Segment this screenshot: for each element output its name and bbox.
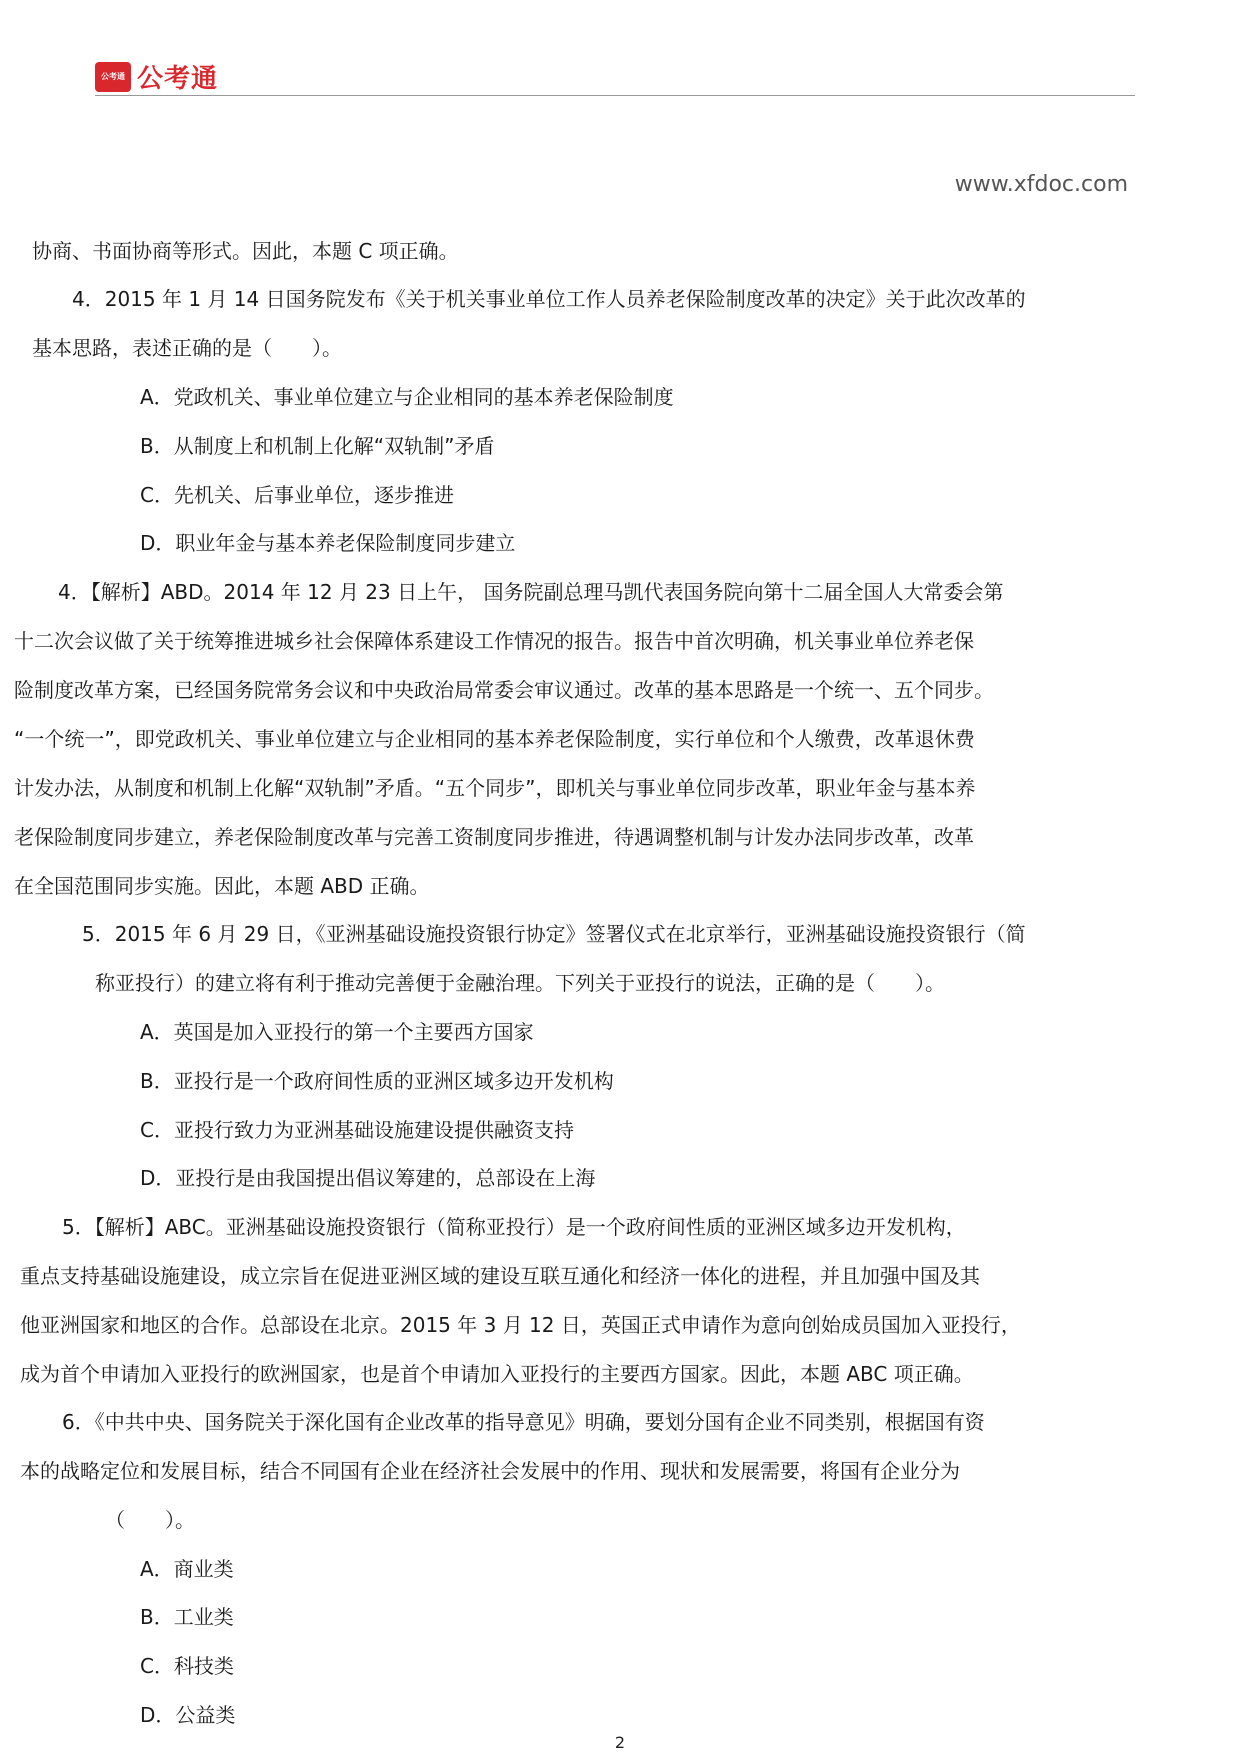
answer-4-text: 险制度改革方案，已经国务院常务会议和中央政治局常委会审议通过。改革的基本思路是一个统一、五个同步。 [14,678,994,702]
answer-5-text: 重点支持基础设施建设，成立宗旨在促进亚洲区域的建设互联互通化和经济一体化的进程，并且加强中国及其 [20,1264,980,1288]
answer-5-text: 成为首个申请加入亚投行的欧洲国家，也是首个申请加入亚投行的主要西方国家。因此，本题 ABC 项正确。 [20,1362,974,1386]
page-number: 2 [614,1733,626,1752]
question-4-stem: 4．2015 年 1 月 14 日国务院发布《关于机关事业单位工作人员养老保险制度改革的决定》关于此次改革的 [72,287,1026,311]
question-6-option-b: B．工业类 [140,1605,234,1629]
question-4-option-a: A．党政机关、事业单位建立与企业相同的基本养老保险制度 [140,385,674,409]
question-6-option-c: C．科技类 [140,1654,234,1678]
answer-4-text: 计发办法，从制度和机制上化解“双轨制”矛盾。“五个同步”，即机关与事业单位同步改革，职业年金与基本养 [14,776,976,800]
answer-4-text: “一个统一”，即党政机关、事业单位建立与企业相同的基本养老保险制度，实行单位和个人缴费，改革退休费 [14,727,975,751]
question-5-option-b: B．亚投行是一个政府间性质的亚洲区域多边开发机构 [140,1069,614,1093]
question-5-stem: 5．2015 年 6 月 29 日，《亚洲基础设施投资银行协定》签署仪式在北京举行，亚洲基础设施投资银行（简 [82,922,1026,946]
question-4-option-c: C．先机关、后事业单位，逐步推进 [140,483,454,507]
answer-5-text: 他亚洲国家和地区的合作。总部设在北京。2015 年 3 月 12 日，英国正式申请作为意向创始成员国加入亚投行， [20,1313,1021,1337]
answer-5-text: 5．【解析】ABC。亚洲基础设施投资银行（简称亚投行）是一个政府间性质的亚洲区域多边开发机构， [62,1215,966,1239]
question-6-option-a: A．商业类 [140,1557,234,1581]
header-divider [95,95,1135,96]
logo-text: 公考通 [137,64,219,94]
question-4-option-d: D．职业年金与基本养老保险制度同步建立 [140,531,516,555]
question-6-stem: （ ）。 [105,1508,195,1532]
answer-4-text: 4．【解析】ABD。2014 年 12 月 23 日上午， 国务院副总理马凯代表国务院向第十二届全国人大常委会第 [58,580,1004,604]
answer-4-text: 老保险制度同步建立，养老保险制度改革与完善工资制度同步推进，待遇调整机制与计发办法同步改革，改革 [14,825,974,849]
site-url: www.xfdoc.com [954,172,1128,197]
question-4-stem: 基本思路，表述正确的是（ ）。 [32,336,342,360]
question-5-option-c: C．亚投行致力为亚洲基础设施建设提供融资支持 [140,1118,574,1142]
answer-4-text: 十二次会议做了关于统筹推进城乡社会保障体系建设工作情况的报告。报告中首次明确，机关事业单位养老保 [14,629,974,653]
logo [95,58,218,95]
answer-4-text: 在全国范围同步实施。因此，本题 ABD 正确。 [14,874,430,898]
question-4-option-b: B．从制度上和机制上化解“双轨制”矛盾 [140,434,495,458]
question-5-option-d: D．亚投行是由我国提出倡议筹建的，总部设在上海 [140,1166,596,1190]
question-5-stem: 称亚投行）的建立将有利于推动完善便于金融治理。下列关于亚投行的说法，正确的是（ ）。 [95,971,945,995]
text-line: 协商、书面协商等形式。因此，本题 C 项正确。 [32,239,459,263]
logo-badge: 公考通 [95,62,131,92]
question-6-stem: 6．《中共中央、国务院关于深化国有企业改革的指导意见》明确，要划分国有企业不同类别，根据国有资 [62,1410,985,1434]
question-5-option-a: A．英国是加入亚投行的第一个主要西方国家 [140,1020,534,1044]
question-6-stem: 本的战略定位和发展目标，结合不同国有企业在经济社会发展中的作用、现状和发展需要，将国有企业分为 [20,1459,960,1483]
question-6-option-d: D．公益类 [140,1703,236,1727]
